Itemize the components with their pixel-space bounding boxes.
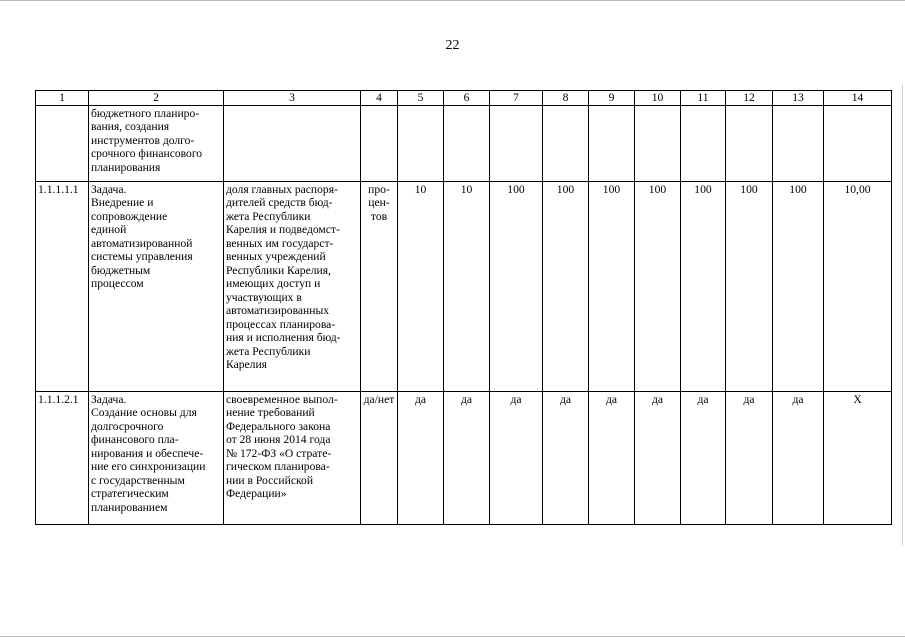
text-line: с государственным <box>91 473 185 487</box>
value-cell: 100 <box>773 181 824 391</box>
task-cell <box>89 391 224 524</box>
header-row <box>36 91 892 106</box>
value-cell: да <box>490 391 543 524</box>
value-cell: да <box>589 391 635 524</box>
text-line: № 172-ФЗ «О страте- <box>226 446 332 460</box>
text-line: доля главных распоря- <box>226 182 338 196</box>
text-line: Внедрение и <box>91 196 154 209</box>
text-line: Республики Карелия, <box>226 263 331 277</box>
task-cell <box>89 181 224 391</box>
text-line: гическом планирова- <box>226 460 330 473</box>
table-cell <box>824 105 892 181</box>
value-cell: 100 <box>681 181 726 391</box>
value-cell: да <box>726 391 773 524</box>
header-cell: 1 <box>36 91 89 106</box>
text-line: жета Республики <box>226 209 311 223</box>
value-cell: да <box>398 391 444 524</box>
text-line: от 28 июня 2014 года <box>226 433 331 446</box>
table-cell <box>635 105 681 181</box>
value-cell: 100 <box>490 181 543 391</box>
table-row <box>36 391 892 524</box>
value-cell: да <box>543 391 589 524</box>
value-cell: 100 <box>589 181 635 391</box>
value-cell: да <box>773 391 824 524</box>
text-line: системы управления <box>91 250 193 263</box>
text-line: участвующих в <box>226 290 302 304</box>
value-cell: да <box>635 391 681 524</box>
text-line: тов <box>370 209 388 223</box>
header-cell: 2 <box>89 91 224 106</box>
value-cell: 100 <box>543 181 589 391</box>
header-cell: 6 <box>444 91 490 106</box>
header-cell: 7 <box>490 91 543 106</box>
code-cell: 1.1.1.1.1 <box>36 181 89 391</box>
text-line: цен- <box>368 196 390 209</box>
table-row <box>36 181 892 391</box>
value-cell: 100 <box>635 181 681 391</box>
text-line: инструментов долго- <box>91 133 195 147</box>
table-cell <box>224 105 361 181</box>
indicator-cell <box>224 391 361 524</box>
text-line: ния и исполнения бюд- <box>226 331 341 344</box>
text-line: Карелия <box>226 358 267 371</box>
text-line: имеющих доступ и <box>226 277 321 290</box>
text-line: нение требований <box>226 406 315 419</box>
text-line: единой <box>91 223 127 236</box>
page-number: 22 <box>445 38 460 53</box>
indicator-cell <box>224 181 361 391</box>
text-line: да/нет <box>363 392 395 406</box>
text-line: процессах планирова- <box>226 317 336 331</box>
table-cell <box>361 105 398 181</box>
header-cell: 12 <box>726 91 773 106</box>
header-cell: 4 <box>361 91 398 106</box>
text-line: жета Республики <box>226 344 311 358</box>
code-cell: 1.1.1.2.1 <box>36 391 89 524</box>
text-line: нии в Российской <box>226 473 314 487</box>
unit-cell <box>361 181 398 391</box>
unit-cell <box>361 391 398 524</box>
text-line: процессом <box>91 277 144 290</box>
table-cell <box>773 105 824 181</box>
text-line: Карелия и подведомст- <box>226 223 340 236</box>
header-cell: 8 <box>543 91 589 106</box>
header-cell: 13 <box>773 91 824 106</box>
table-cell <box>398 105 444 181</box>
text-line: сопровождение <box>91 209 168 223</box>
text-line: Задача. <box>91 182 127 196</box>
text-line: вания, создания <box>91 120 170 133</box>
text-line: ние его синхронизации <box>91 460 206 473</box>
text-line: срочного финансового <box>91 147 203 160</box>
header-cell: 10 <box>635 91 681 106</box>
table-cell <box>726 105 773 181</box>
text-line: своевременное выпол- <box>226 392 338 406</box>
text-line: Задача. <box>91 392 127 406</box>
value-cell: 100 <box>726 181 773 391</box>
text-line: долгосрочного <box>91 419 164 433</box>
header-cell: 9 <box>589 91 635 106</box>
text-line: автоматизированной <box>91 236 193 250</box>
indicators-table <box>35 90 892 525</box>
text-line: бюджетного планиро- <box>91 106 200 120</box>
header-cell: 3 <box>224 91 361 106</box>
value-cell: 10 <box>398 181 444 391</box>
table-cell <box>681 105 726 181</box>
value-cell: да <box>681 391 726 524</box>
scan-line-top <box>0 0 905 1</box>
text-line: дителей средств бюд- <box>226 196 333 209</box>
value-cell: 10 <box>444 181 490 391</box>
text-line: автоматизированных <box>226 304 330 317</box>
text-line: Создание основы для <box>91 406 197 419</box>
header-cell: 5 <box>398 91 444 106</box>
text-line: планированием <box>91 500 168 514</box>
table-cell <box>589 105 635 181</box>
value-cell: да <box>444 391 490 524</box>
text-line: про- <box>368 182 390 196</box>
header-cell: 11 <box>681 91 726 106</box>
scan-line-right <box>902 85 903 545</box>
text-line: стратегическим <box>91 487 169 500</box>
text-line: бюджетным <box>91 263 151 277</box>
table-cell <box>444 105 490 181</box>
header-cell: 14 <box>824 91 892 106</box>
text-line: финансового пла- <box>91 433 179 446</box>
text-line: венных учреждений <box>226 250 326 263</box>
table-cell <box>490 105 543 181</box>
text-line: Федерального закона <box>226 419 331 433</box>
value-cell: X <box>824 391 892 524</box>
table-cell <box>543 105 589 181</box>
continuation-row <box>36 105 892 181</box>
text-line: Федерации» <box>226 487 287 500</box>
text-line: нирования и обеспече- <box>91 446 204 460</box>
value-cell: 10,00 <box>824 181 892 391</box>
text-line: планирования <box>91 160 161 174</box>
scan-line-bottom <box>0 636 905 637</box>
task-cell <box>89 105 224 181</box>
table-cell <box>36 105 89 181</box>
text-line: венных им государст- <box>226 236 334 250</box>
